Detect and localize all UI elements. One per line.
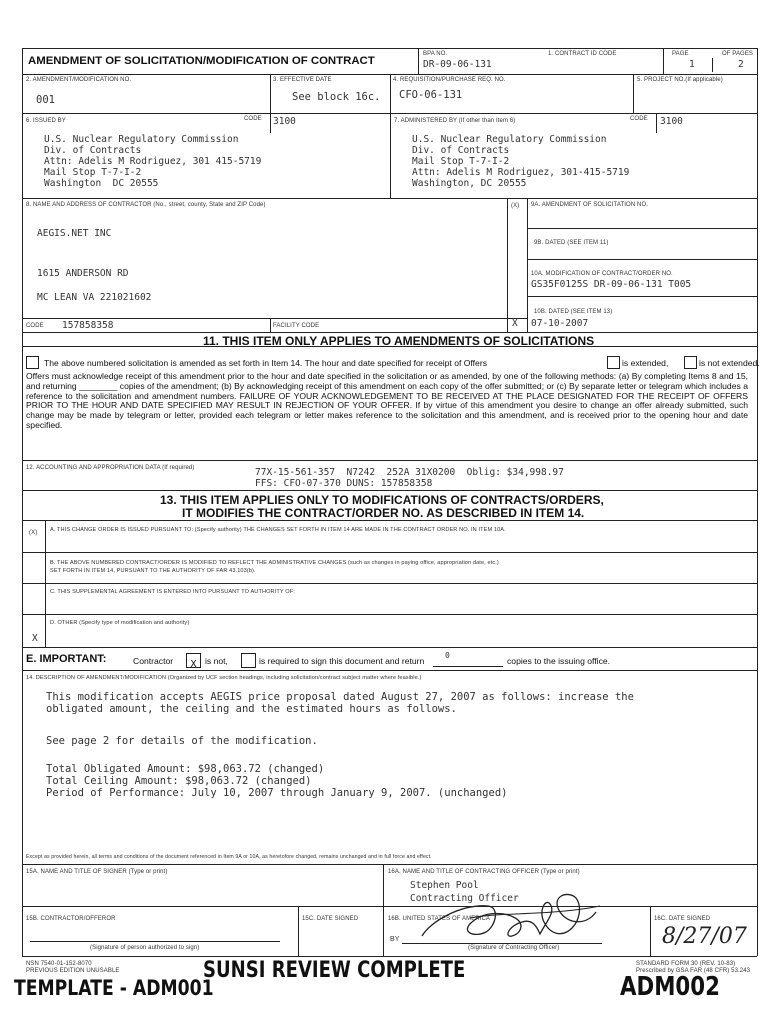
facility-code-label: FACILITY CODE [273,323,320,329]
item-13-x-label: (X) [29,530,38,536]
bpa-label: BPA NO. [423,51,448,57]
standard-form: STANDARD FORM 30 (REV. 10-83) [636,961,736,967]
contractor-address-2: MC LEAN VA 221021602 [37,292,152,303]
dated-10b-x: X [512,318,518,329]
date-signed-15c-label: 15C. DATE SIGNED [302,916,359,922]
page-value: 1 [689,59,695,70]
signer-name-label: 15A. NAME AND TITLE OF SIGNER (Type or print) [26,869,168,875]
item-13d-x: X [32,633,38,644]
template-stamp: TEMPLATE - ADM001 [14,976,214,1000]
item-13c: C. THIS SUPPLEMENTAL AGREEMENT IS ENTERED INTO PURSUANT TO AUTHORITY OF: [50,589,295,595]
description-paragraph-1: This modification accepts AEGIS price proposal dated August 27, 2007 as follows: increase the obligated amount, the ceiling and the estimated hours as follows. [46,691,634,715]
accounting-line-2: FFS: CFO-07-370 DUNS: 157858358 [255,478,433,489]
dated-10b-value: 07-10-2007 [531,318,589,329]
of-pages-value: 2 [738,59,744,70]
copies-to-label: copies to the issuing office. [507,656,611,666]
admin-code: 3100 [660,116,683,127]
contracting-officer-title: Contracting Officer [410,893,519,904]
contract-id-label: 1. CONTRACT ID CODE [548,51,617,57]
contracting-officer-name: Stephen Pool [410,880,479,891]
item-13b-line2: SET FORTH IN ITEM 14, PURSUANT TO THE AUTHORITY OF FAR 43.103(b). [50,568,256,574]
is-required-checkbox[interactable] [241,653,256,668]
important-contractor: Contractor [133,656,174,666]
description-paragraph-2: See page 2 for details of the modification. [46,735,318,747]
solicitation-amended-checkbox[interactable] [26,356,39,369]
modification-contract-label: 10A. MODIFICATION OF CONTRACT/ORDER NO. [531,271,673,277]
effective-date-value: See block 16c. [292,91,381,103]
is-not-extended-checkbox[interactable] [684,356,697,369]
except-statement: Except as provided herein, all terms and conditions of the document referenced in Item 9A or 10A, as heretofore changed, remains unchanged and in full force and effect. [26,854,432,860]
amendment-no-value: 001 [36,94,55,106]
x-column-label: (X) [511,203,520,209]
contractor-address-1: 1615 ANDERSON RD [37,268,129,279]
contractor-offeror-label: 15B. CONTRACTOR/OFFEROR [26,916,116,922]
project-no-label: 5. PROJECT NO.(If applicable) [637,77,723,83]
officer-signature [400,882,625,952]
is-extended-checkbox[interactable] [607,356,620,369]
amendment-no-label: 2. AMENDMENT/MODIFICATION NO. [26,77,132,83]
prescribed-by: Prescribed by GSA FAR (48 CFR) 53.243 [636,968,751,974]
is-not-checkbox[interactable] [186,653,201,668]
is-not-check-mark: X [190,659,197,670]
requisition-label: 4. REQUISITION/PURCHASE REQ. NO. [393,77,506,83]
sunsi-review-stamp: SUNSI REVIEW COMPLETE [203,958,466,983]
united-states-label: 16B. UNITED STATES OF AMERICA [388,916,491,922]
handwritten-date: 8/27/07 [662,924,747,949]
dated-9b-label: 9B. DATED (SEE ITEM 11) [534,240,609,246]
nsn-number: NSN 7540-01-152-8070 [26,961,92,967]
item-13a: A. THIS CHANGE ORDER IS ISSUED PURSUANT TO: (Specify authority) THE CHANGES SET FORTH IN ITEM 14 ARE MADE IN THE CONTRACT ORDER NO. IN ITEM 10A. [50,527,506,533]
signature-person-caption: (Signature of person authorized to sign) [90,945,200,951]
description-label: 14. DESCRIPTION OF AMENDMENT/MODIFICATION (Organized by UCF section headings, including solicitation/contract subject matter where feasible.) [26,675,422,681]
of-pages-label: OF PAGES [722,51,754,57]
bpa-value: DR-09-06-131 [423,59,492,70]
contractor-label: 8. NAME AND ADDRESS OF CONTRACTOR (No., street, county, State and ZIP Code) [26,202,266,208]
copies-count: 0 [445,651,450,660]
item-11-line1: The above numbered solicitation is amended as set forth in Item 14. The hour and date specified for receipt of Offers [44,358,487,368]
item-11-heading: 11. THIS ITEM ONLY APPLIES TO AMENDMENTS OF SOLICITATIONS [203,334,595,348]
admin-code-label: CODE [630,116,648,122]
item-13b-line1: B. THE ABOVE NUMBERED CONTRACT/ORDER IS MODIFIED TO REFLECT THE ADMINISTRATIVE CHANGES (such as changes in paying office, appropriation date, etc.) [50,560,499,566]
dated-10b-label: 10B. DATED (SEE ITEM 13) [534,309,613,315]
contractor-code: 157858358 [62,320,114,331]
contractor-code-label: CODE [26,323,44,329]
date-signed-16c-label: 16C. DATE SIGNED [654,916,711,922]
adm-stamp: ADM002 [620,972,720,1002]
by-label: BY [390,936,400,943]
important-label: E. IMPORTANT: [26,653,107,665]
form-title: AMENDMENT OF SOLICITATION/MODIFICATION OF CONTRACT [28,55,375,67]
is-not-extended-label: is not extended. [699,358,760,368]
issued-by-address: U.S. Nuclear Regulatory Commission Div. of Contracts Attn: Adelis M Rodriguez, 301 415-5719 Mail Stop T-7-I-2 Washington DC 20555 [44,134,262,189]
description-paragraph-3: Total Obligated Amount: $98,063.72 (changed) Total Ceiling Amount: $98,063.72 (changed) Period of Performance: July 10, 2007 through January 9, 2007. (unchanged) [46,763,508,799]
accounting-line-1: 77X-15-561-357 N7242 252A 31X0200 Oblig: $34,998.97 [255,467,564,478]
issued-code: 3100 [273,116,296,127]
requisition-value: CFO-06-131 [399,89,463,101]
issued-by-label: 6. ISSUED BY [26,118,66,124]
issued-code-label: CODE [244,116,262,122]
is-required-label: is required to sign this document and return [259,656,425,666]
signature-officer-caption: (Signature of Contracting Officer) [468,945,560,951]
is-extended-label: is extended, [622,358,669,368]
administered-by-address: U.S. Nuclear Regulatory Commission Div. of Contracts Mail Stop T-7-I-2 Attn: Adelis M Rodriguez, 301-415-5719 Washington, DC 20555 [412,134,630,189]
administered-by-label: 7. ADMINISTERED BY (If other than Item 6) [394,118,516,124]
item-13-heading-1: 13. THIS ITEM APPLIES ONLY TO MODIFICATIONS OF CONTRACTS/ORDERS, [160,493,604,507]
contracting-officer-label: 16A. NAME AND TITLE OF CONTRACTING OFFICER (Type or print) [388,869,580,875]
page-label: PAGE [672,51,689,57]
item-13-heading-2: IT MODIFIES THE CONTRACT/ORDER NO. AS DESCRIBED IN ITEM 14. [182,506,585,520]
previous-edition: PREVIOUS EDITION UNUSABLE [26,968,120,974]
contractor-name: AEGIS.NET INC [37,228,112,239]
effective-date-label: 3. EFFECTIVE DATE [273,77,332,83]
amendment-solicitation-label: 9A. AMENDMENT OF SOLICITATION NO. [531,202,648,208]
accounting-label: 12. ACCOUNTING AND APPROPRIATION DATA (If required) [26,465,195,471]
item-11-instructions: Offers must acknowledge receipt of this amendment prior to the hour and date specified in the solicitation or as amended, by one of the following methods: (a) By completing Items 8 and 15, and returning ________ copies of the amendment; (b) By acknowledging receipt of this amendment on each copy of the offer submitted; or (c) By separate letter or telegram which includes a reference to the solicitation and amendment numbers. FAILURE OF YOUR ACKNOWLEDGEMENT TO BE RECEIVED AT THE PLACE DESIGNATED FOR THE RECEIPT OF OFFERS PRIOR TO THE HOUR AND DATE SPECIFIED MAY RESULT IN REJECTION OF YOUR OFFER. If by virtue of this amendment you desire to change an offer already submitted, such change may be made by telegram or letter, provided each telegram or letter makes reference to the solicitation and this amendment, and is received prior to the opening hour and date specified. [26,371,748,430]
modification-contract-value: GS35F0125S DR-09-06-131 T005 [531,279,692,290]
is-not-label: is not, [205,656,228,666]
item-13d: D. OTHER (Specify type of modification and authority) [50,620,190,626]
